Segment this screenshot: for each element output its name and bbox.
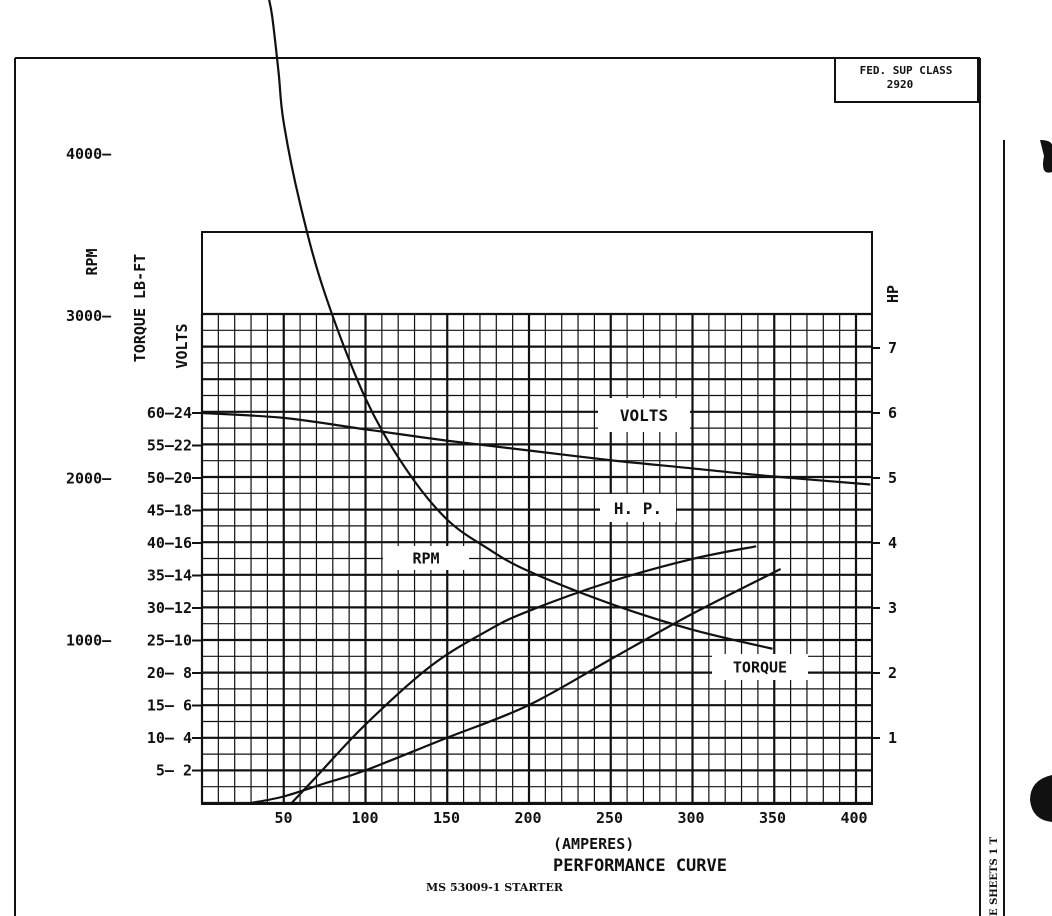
- hp-tick-label: 7: [888, 339, 898, 357]
- x-tick-label: 350: [758, 809, 787, 827]
- torque-volts-tick-label: 15– 6: [146, 696, 192, 715]
- torque-volts-tick-label: 30–12: [146, 599, 192, 617]
- torque-curve: [251, 569, 781, 803]
- binder-hole-marks: [1030, 140, 1052, 822]
- tick-labels: [66, 0, 897, 827]
- hp-curve: [292, 546, 757, 803]
- torque-volts-tick-label: 40–16: [146, 534, 192, 552]
- rpm-curve: [267, 0, 772, 649]
- volts-curve: [202, 413, 870, 485]
- torque-volts-tick-label: 20– 8: [146, 664, 192, 682]
- curves: [202, 0, 870, 803]
- side-tab-label: E SHEETS 1 T: [989, 836, 1000, 916]
- rpm-tick-label: 1000–: [66, 631, 112, 650]
- hp-series-label: H. P.: [613, 498, 663, 518]
- rpm-axis-title: RPM: [83, 248, 101, 276]
- x-tick-label: 150: [432, 809, 461, 827]
- hp-tick-label: 6: [888, 404, 898, 422]
- torque-volts-tick-label: 5– 2: [155, 761, 192, 780]
- fed-sup-class-number: 2920: [886, 78, 914, 91]
- rpm-series-label: RPM: [412, 549, 440, 568]
- plot-frame: [202, 232, 872, 804]
- x-tick-label: 250: [595, 809, 624, 827]
- chart-caption: PERFORMANCE CURVE: [553, 856, 727, 876]
- part-number: MS 53009-1 STARTER: [426, 881, 563, 894]
- torque-volts-tick-label: 50–20: [146, 469, 192, 487]
- x-tick-label: 300: [677, 809, 705, 827]
- torque-volts-tick-label: 35–14: [146, 566, 192, 585]
- rpm-tick-label: 2000–: [66, 469, 112, 488]
- hp-tick-label: 2: [888, 664, 898, 682]
- hp-tick-label: 1: [888, 729, 898, 747]
- volts-series-label: VOLTS: [619, 405, 669, 425]
- torque-axis-title: TORQUE LB-FT: [131, 253, 149, 363]
- rpm-tick-label: 4000–: [66, 144, 112, 163]
- grid: [202, 314, 872, 803]
- fed-sup-class-label: FED. SUP CLASS: [859, 64, 953, 77]
- torque-volts-tick-label: 55–22: [146, 436, 192, 455]
- torque-volts-tick-label: 25–10: [146, 631, 192, 650]
- x-tick-label: 400: [840, 809, 868, 827]
- x-tick-label: 100: [351, 809, 379, 827]
- hp-tick-label: 4: [888, 534, 898, 552]
- x-axis-label: (AMPERES): [553, 835, 635, 853]
- x-tick-label: 200: [514, 809, 542, 827]
- hp-axis-title: HP: [884, 284, 902, 304]
- volts-axis-title: VOLTS: [173, 323, 191, 369]
- hp-tick-label: 5: [888, 469, 898, 487]
- torque-volts-tick-label: 45–18: [146, 501, 192, 520]
- hp-tick-label: 3: [888, 599, 898, 617]
- x-tick-label: 50: [274, 809, 293, 827]
- torque-volts-tick-label: 10– 4: [146, 729, 192, 747]
- rpm-tick-label: 3000–: [66, 307, 112, 326]
- torque-volts-tick-label: 60–24: [146, 404, 192, 422]
- torque-series-label: TORQUE: [732, 658, 788, 677]
- rpm-tick-label: [66, 0, 112, 1]
